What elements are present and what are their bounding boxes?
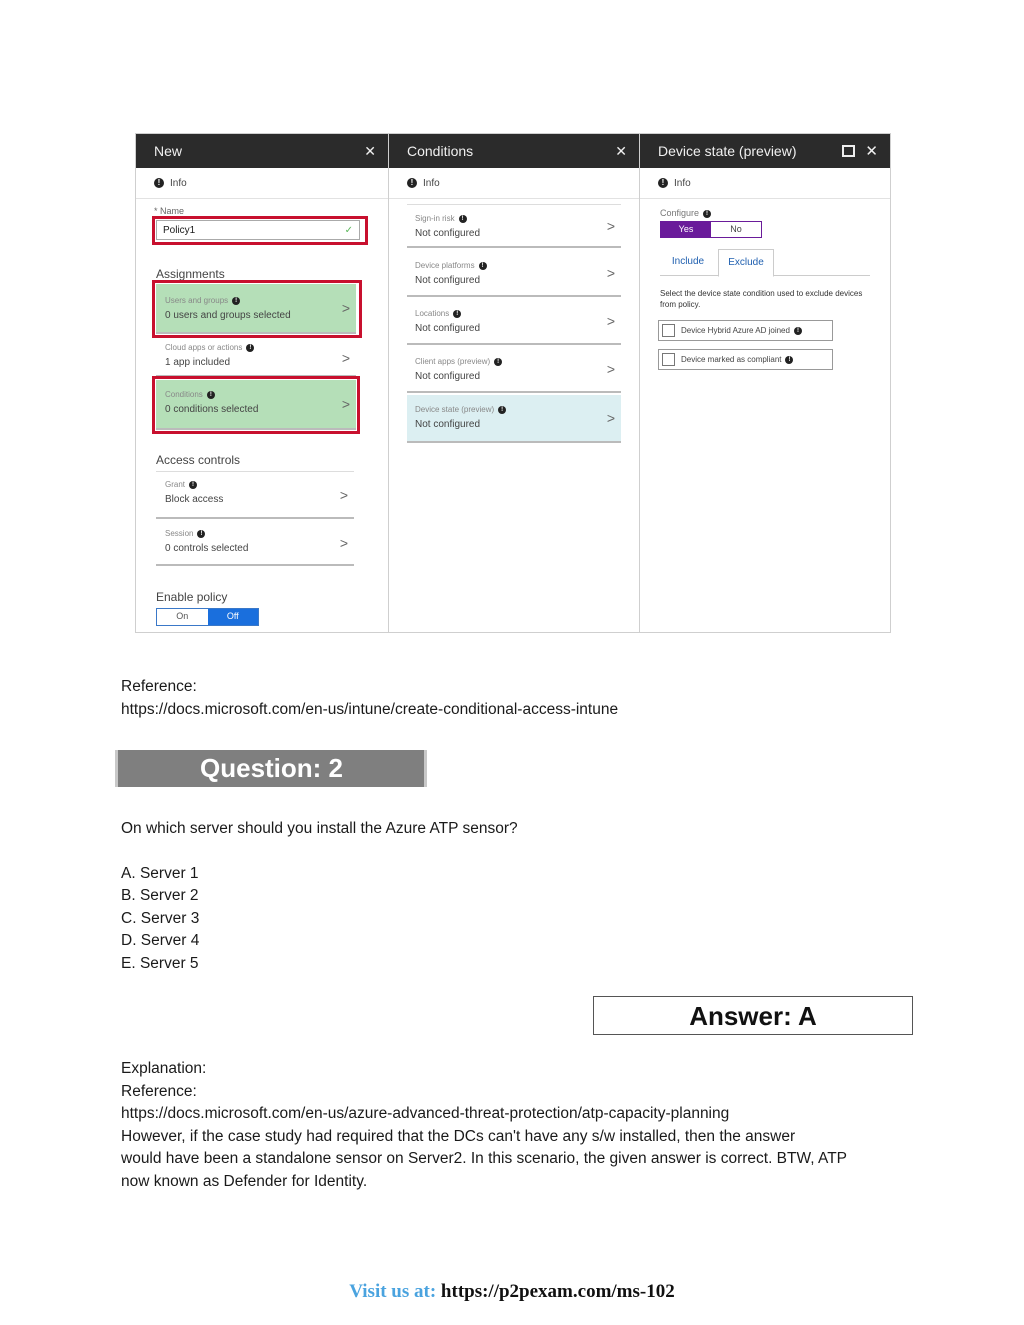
chevron-right-icon: > (341, 396, 350, 412)
reference-link-2[interactable]: https://docs.microsoft.com/en-us/azure-advanced-threat-protection/atp-capacity-planning (121, 1105, 730, 1122)
blade-device-title: Device state (preview) (658, 143, 797, 159)
name-value: Policy1 (163, 225, 196, 236)
access-controls-title: Access controls (156, 453, 241, 467)
name-label: * Name (154, 206, 185, 216)
info-label: Info (674, 177, 691, 189)
conditions-label: Conditions (165, 390, 203, 399)
condition-item-device-platforms[interactable] (407, 251, 621, 297)
chevron-right-icon: > (341, 300, 350, 316)
info-icon: ! (794, 327, 802, 335)
explanation-line-3: now known as Defender for Identity. (121, 1173, 368, 1190)
chevron-right-icon: > (606, 361, 615, 377)
blade-conditions (389, 134, 640, 632)
option-label: Device Hybrid Azure AD joined (681, 326, 790, 335)
grant-value: Block access (165, 494, 224, 505)
footer-link[interactable]: https://p2pexam.com/ms-102 (440, 1281, 675, 1302)
info-icon: ! (207, 391, 215, 399)
condition-value: Not configured (415, 371, 481, 382)
info-icon: ! (459, 215, 467, 223)
tab-include[interactable]: Include (671, 256, 705, 267)
info-label: Info (170, 177, 187, 189)
footer-prefix: Visit us at: (349, 1281, 441, 1302)
condition-label: Locations (415, 309, 450, 318)
option-e: E. Server 5 (121, 955, 199, 972)
info-row (389, 168, 639, 199)
blade-conditions-title: Conditions (407, 143, 474, 159)
blade-new-header (136, 134, 388, 168)
reference-label: Reference: (121, 678, 197, 695)
users-value: 0 users and groups selected (165, 310, 291, 321)
session-label: Session (165, 529, 194, 538)
info-row (136, 168, 388, 199)
info-icon: ! (479, 262, 487, 270)
condition-label: Sign-in risk (415, 214, 455, 223)
highlight-users (152, 280, 362, 338)
close-icon[interactable]: ✕ (364, 142, 376, 159)
close-icon[interactable]: ✕ (865, 143, 878, 160)
blade-conditions-header (389, 134, 639, 168)
condition-item-client-apps[interactable] (407, 347, 621, 393)
highlight-conditions (152, 376, 360, 434)
close-icon[interactable]: ✕ (615, 142, 627, 159)
chevron-right-icon: > (606, 265, 615, 281)
tab-exclude[interactable]: Exclude (718, 249, 774, 277)
condition-value: Not configured (415, 419, 481, 430)
question-text: On which server should you install the Azure ATP sensor? (121, 820, 518, 837)
enable-policy-toggle[interactable] (156, 608, 259, 626)
session-item[interactable] (156, 521, 354, 566)
info-icon: ! (785, 356, 793, 364)
configure-toggle[interactable] (660, 221, 762, 238)
condition-value: Not configured (415, 275, 481, 286)
check-icon: ✓ (344, 225, 353, 236)
session-value: 0 controls selected (165, 543, 249, 554)
info-icon: ! (197, 530, 205, 538)
users-label: Users and groups (165, 296, 229, 305)
maximize-icon[interactable] (842, 145, 855, 157)
condition-item-device-state[interactable] (407, 395, 621, 443)
azure-screenshot (135, 133, 891, 633)
assignments-title: Assignments (156, 267, 225, 281)
condition-label: Device platforms (415, 261, 475, 270)
info-icon: ! (407, 178, 417, 188)
checkbox-icon[interactable] (662, 353, 675, 366)
explanation-label: Explanation: (121, 1060, 207, 1077)
toggle-on[interactable]: On (176, 611, 189, 621)
explanation-line-1: However, if the case study had required that the DCs can't have any s/w installed, then the answer (121, 1128, 796, 1145)
grant-label: Grant (165, 480, 186, 489)
chevron-right-icon: > (339, 534, 348, 551)
chevron-right-icon: > (606, 217, 615, 234)
info-icon: ! (246, 344, 254, 352)
info-icon: ! (703, 210, 711, 218)
configure-label (660, 208, 711, 218)
checkbox-compliant[interactable] (658, 349, 833, 370)
condition-value: Not configured (415, 228, 481, 239)
include-exclude-tabs (660, 249, 870, 276)
answer-box: Answer: A (593, 996, 913, 1035)
info-row (640, 168, 890, 199)
grant-item[interactable] (156, 471, 354, 519)
enable-policy-title: Enable policy (156, 590, 228, 604)
condition-label: Client apps (preview) (415, 357, 491, 366)
option-c: C. Server 3 (121, 910, 200, 927)
condition-label: Device state (preview) (415, 405, 495, 414)
blade-device-header (640, 134, 890, 168)
toggle-off[interactable]: Off (208, 609, 259, 625)
conditions-value: 0 conditions selected (165, 404, 259, 415)
question-banner: Question: 2 (115, 750, 427, 787)
option-d: D. Server 4 (121, 932, 200, 949)
info-icon: ! (232, 297, 240, 305)
chevron-right-icon: > (606, 313, 615, 329)
footer (0, 1281, 1024, 1303)
option-b: B. Server 2 (121, 887, 199, 904)
option-a: A. Server 1 (121, 865, 199, 882)
configure-no[interactable]: No (730, 224, 742, 234)
checkbox-icon[interactable] (662, 324, 675, 337)
reference-link[interactable]: https://docs.microsoft.com/en-us/intune/create-conditional-access-intune (121, 701, 619, 718)
condition-item-sign-in-risk[interactable] (407, 204, 621, 248)
option-label: Device marked as compliant (681, 355, 782, 364)
info-icon: ! (494, 358, 502, 366)
cloud-value: 1 app included (165, 357, 231, 368)
condition-item-locations[interactable] (407, 299, 621, 345)
info-icon: ! (498, 406, 506, 414)
blade-device-state (640, 134, 890, 632)
blade-new-title: New (154, 143, 183, 159)
explanation-line-2: would have been a standalone sensor on Server2. In this scenario, the given answer is correct. BTW, ATP (121, 1150, 848, 1167)
configure-yes[interactable]: Yes (661, 222, 711, 237)
configure-text: Configure (660, 208, 700, 218)
cloud-label: Cloud apps or actions (165, 343, 243, 352)
chevron-right-icon: > (341, 350, 350, 366)
chevron-right-icon: > (339, 486, 348, 503)
info-icon: ! (189, 481, 197, 489)
info-icon: ! (154, 178, 164, 188)
info-icon: ! (453, 310, 461, 318)
info-label: Info (423, 177, 440, 189)
checkbox-hybrid-joined[interactable] (658, 320, 833, 341)
info-icon: ! (658, 178, 668, 188)
blade-new (136, 134, 389, 632)
reference-label-2: Reference: (121, 1083, 197, 1100)
exclude-description: Select the device state condition used to exclude devices from policy. (660, 289, 863, 309)
cloud-apps-item[interactable] (156, 341, 356, 377)
highlight-name (152, 216, 368, 245)
chevron-right-icon: > (606, 410, 615, 426)
condition-value: Not configured (415, 323, 481, 334)
